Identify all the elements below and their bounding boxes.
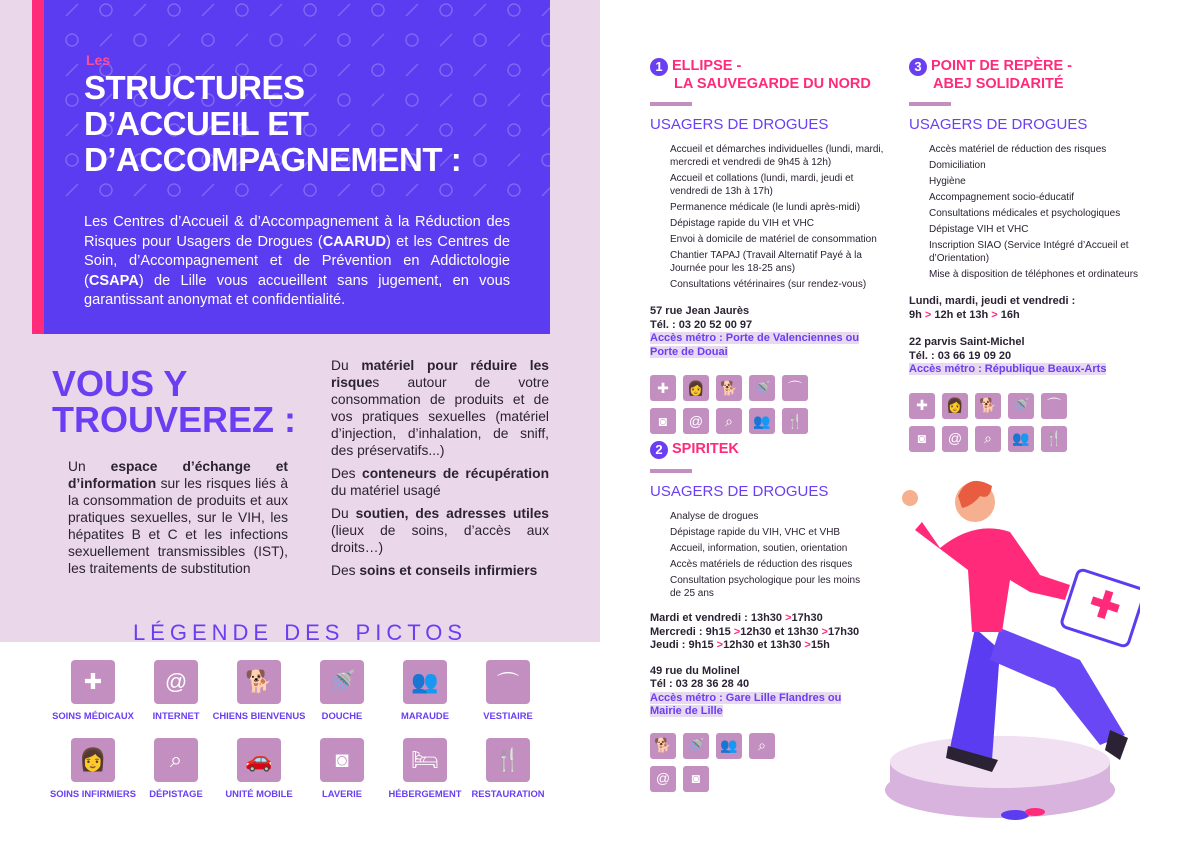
cross-icon: ✚ — [650, 375, 676, 401]
service-item: Accueil et collations (lundi, mardi, jeudi et vendredi de 13h à 17h) — [670, 173, 854, 197]
opening-hours: Lundi, mardi, jeudi et vendredi : 9h > 12h et 13h > 16h — [909, 295, 1076, 321]
nurse-icon: 👩 — [683, 375, 709, 401]
phone: Tél. : 03 66 19 09 20 — [909, 349, 1012, 362]
at-icon: @ — [942, 426, 968, 452]
legend-label: LAVERIE — [322, 788, 362, 799]
shower-icon: 🚿 — [320, 660, 364, 704]
legend-item — [129, 660, 223, 721]
hours-line: Mercredi : 9h15 >12h30 et 13h30 >17h30 — [650, 625, 860, 638]
icon-row — [909, 426, 1159, 452]
legend-label: INTERNET — [152, 710, 200, 721]
service-item: Dépistage rapide du VIH et VHC — [670, 218, 814, 229]
title-line: D’ACCOMPAGNEMENT : — [84, 141, 462, 178]
washing-machine-icon: ◙ — [683, 766, 709, 792]
title-line: D’ACCUEIL ET — [84, 105, 309, 142]
group-icon: 👥 — [403, 660, 447, 704]
washing-machine-icon: ◙ — [650, 408, 676, 434]
offer-item: Des soins et conseils infirmiers — [331, 563, 538, 578]
shower-icon: 🚿 — [683, 733, 709, 759]
audience-label: USAGERS DE DROGUES — [650, 116, 829, 133]
icon-row — [909, 393, 1159, 419]
service-item: Accueil, information, soutien, orientation — [670, 543, 848, 554]
icon-row — [650, 766, 900, 792]
service-item: Domiciliation — [929, 160, 986, 171]
legend-item — [129, 738, 223, 799]
metro-access: Accès métro : République Beaux-Arts — [909, 363, 1107, 375]
service-item: Chantier TAPAJ (Travail Alternatif Payé à la Journée pour les 18-25 ans) — [670, 250, 862, 274]
legend-item — [378, 738, 472, 799]
legend-label: DÉPISTAGE — [149, 788, 203, 799]
cross-icon: ✚ — [909, 393, 935, 419]
offer-item: Du matériel pour réduire les risques autour de votre consommation de produits et de vos pratiques sexuelles (matériel d’injection, d’inhalation, de sniff, des préservatifs...) — [331, 358, 549, 458]
person-illustration — [880, 460, 1140, 830]
metro-access: Accès métro : Porte de Valenciennes ou — [650, 332, 860, 344]
legend-label: RESTAURATION — [471, 788, 545, 799]
legend-item — [461, 660, 555, 721]
section-heading: VOUS Y TROUVEREZ : — [52, 363, 297, 440]
legend-label: SOINS INFIRMIERS — [50, 788, 136, 799]
audience-label: USAGERS DE DROGUES — [909, 116, 1088, 133]
phone: Tél. : 03 20 52 00 97 — [650, 318, 753, 331]
intro-text: Les Centres d’Accueil & d’Accompagnement à la Réduction des Risques pour Usagers de Drogues (CAARUD) et les Centres de Soin, d’Accompagnement et de Prévention en Addictologie (CSAPA) de Lille vous accueillent sans jugement, en vous garantissant anonymat et confidentialité. — [84, 214, 510, 308]
hanger-icon: ⌒ — [1041, 393, 1067, 419]
hanger-icon: ⌒ — [486, 660, 530, 704]
service-item: Mise à disposition de téléphones et ordinateurs — [929, 269, 1139, 280]
legend-item — [46, 660, 140, 721]
cutlery-icon: 🍴 — [1041, 426, 1067, 452]
accent-bar — [32, 0, 44, 334]
opening-hours — [650, 612, 900, 653]
pretitle: Les — [86, 52, 111, 68]
bed-icon: 🛏 — [403, 738, 447, 782]
legend-item — [295, 660, 389, 721]
legend-item — [212, 738, 306, 799]
at-icon: @ — [154, 660, 198, 704]
offer-item: Des conteneurs de récupération du matériel usagé — [331, 466, 549, 498]
legend-label: SOINS MÉDICAUX — [52, 710, 134, 721]
icon-row — [650, 733, 900, 759]
nurse-icon: 👩 — [71, 738, 115, 782]
legend-label: DOUCHE — [321, 710, 363, 721]
group-icon: 👥 — [1008, 426, 1034, 452]
audience-label: USAGERS DE DROGUES — [650, 483, 829, 500]
service-item: Hygiène — [929, 176, 966, 187]
offer-list — [331, 357, 549, 585]
legend-label: HÉBERGEMENT — [388, 788, 462, 799]
dog-icon: 🐕 — [237, 660, 281, 704]
cutlery-icon: 🍴 — [486, 738, 530, 782]
nurse-icon: 👩 — [942, 393, 968, 419]
structure-ellipse: 1 ELLIPSE - LA SAUVEGARDE DU NORD USAGERS DE DROGUES Accueil et démarches individuelles (lundi, mardi, mercredi et vendredi de 9h45 à 12h) Accueil et collations (lundi, mardi, jeudi et vendredi de 13h à 17h) Permanence médicale (le lundi après-midi) Dépistage rapide du VIH et VHC Envoi à domicile de matériel de consommation Chantier TAPAJ (Travail Alternatif Payé à la Journée pour les 18-25 ans) Consultations vétérinaires (sur rendez-vous) 57 rue Jean Jaurès Tél. : 03 20 52 00 97 Accès métro : Porte de Valenciennes ou Porte de Douai ✚ 👩 🐕 🚿 ⌒ ◙ @ ⌕ 👥 🍴 — [650, 58, 890, 434]
at-icon: @ — [683, 408, 709, 434]
hours-line: Jeudi : 9h15 >12h30 et 13h30 >15h — [650, 639, 830, 651]
structure-point-de-repere: 3 POINT DE REPÈRE - ABEJ SOLIDARITÉ USAGERS DE DROGUES Accès matériel de réduction des risques Domiciliation Hygiène Accompagnement socio-éducatif Consultations médicales et psychologiques Dépistage VIH et VHC Inscription SIAO (Service Intégré d’Accueil et d’Orientation) Mise à disposition de téléphones et ordinateurs Lundi, mardi, jeudi et vendredi : 9h > 12h et 13h > 16h 22 parvis Saint-Michel Tél. : 03 66 19 09 20 Accès métro : République Beaux-Arts ✚ 👩 🐕 🚿 ⌒ ◙ @ ⌕ 👥 🍴 — [909, 58, 1159, 452]
offer-item: Du soutien, des adresses utiles (lieux de soins, d’accès aux droits…) — [331, 506, 549, 555]
dog-icon: 🐕 — [975, 393, 1001, 419]
service-item: Inscription SIAO (Service Intégré d’Accueil et d’Orientation) — [929, 240, 1129, 264]
service-icons — [909, 393, 1159, 452]
legend-label: CHIENS BIENVENUS — [212, 710, 306, 721]
legend-item — [378, 660, 472, 721]
legend-label: VESTIAIRE — [483, 710, 533, 721]
magnifier-icon: ⌕ — [749, 733, 775, 759]
phone: Tél : 03 28 36 28 40 — [650, 678, 750, 690]
title-line: STRUCTURES — [84, 69, 305, 106]
page-title — [84, 70, 544, 178]
address: 22 parvis Saint-Michel — [909, 336, 1025, 348]
group-icon: 👥 — [749, 408, 775, 434]
cutlery-icon: 🍴 — [782, 408, 808, 434]
magnifier-icon: ⌕ — [154, 738, 198, 782]
at-icon: @ — [650, 766, 676, 792]
service-item: Analyse de drogues — [670, 511, 759, 522]
service-item: Dépistage rapide du VIH, VHC et VHB — [670, 527, 841, 538]
legend-item — [46, 738, 140, 799]
address: 49 rue du Molinel — [650, 664, 740, 677]
service-icons — [650, 375, 890, 434]
service-item: Accueil et démarches individuelles (lundi, mardi, mercredi et vendredi de 9h45 à 12h) — [670, 144, 884, 168]
hanger-icon: ⌒ — [782, 375, 808, 401]
service-icons — [650, 733, 900, 792]
shower-icon: 🚿 — [749, 375, 775, 401]
magnifier-icon: ⌕ — [975, 426, 1001, 452]
legend-label: UNITÉ MOBILE — [225, 788, 293, 799]
legend-label: MARAUDE — [401, 710, 449, 721]
address: 57 rue Jean Jaurès — [650, 305, 750, 317]
service-item: Dépistage VIH et VHC — [929, 224, 1029, 235]
service-list — [670, 510, 870, 600]
legend-item — [212, 660, 306, 721]
icon-row — [650, 408, 890, 434]
service-item: Consultations vétérinaires (sur rendez-vous) — [670, 279, 867, 290]
shower-icon: 🚿 — [1008, 393, 1034, 419]
metro-access: Accès métro : Gare Lille Flandres ou — [650, 691, 842, 704]
legend-title: LÉGENDE DES PICTOS — [132, 620, 468, 645]
service-item: Envoi à domicile de matériel de consommation — [670, 234, 877, 245]
legend-item — [295, 738, 389, 799]
structure-spiritek: 2 SPIRITEK USAGERS DE DROGUES Analyse de drogues Dépistage rapide du VIH, VHC et VHB Accueil, information, soutien, orientation Accès matériels de réduction des risques Consultation psychologique pour les moins de 25 ans Mardi et vendredi : 13h30 >17h30 Mercredi : 9h15 >12h30 et 13h30 >17h30 Jeudi : 9h15 >12h30 et 13h30 >15h 49 rue du Molinel Tél : 03 28 36 28 40 Accès métro : Gare Lille Flandres ou Mairie de Lille 🐕 🚿 👥 ⌕ @ ◙ — [650, 441, 900, 792]
group-icon: 👥 — [716, 733, 742, 759]
icon-row — [650, 375, 890, 401]
service-item: Accès matériel de réduction des risques — [929, 144, 1107, 155]
legend-item — [461, 738, 555, 799]
hours-line: Mardi et vendredi : 13h30 >17h30 — [650, 612, 823, 624]
magnifier-icon: ⌕ — [716, 408, 742, 434]
dog-icon: 🐕 — [716, 375, 742, 401]
car-icon: 🚗 — [237, 738, 281, 782]
service-list — [670, 143, 888, 291]
structure-name: ELLIPSE - — [672, 58, 742, 74]
service-item: Consultations médicales et psychologiques — [929, 208, 1121, 219]
structure-name: POINT DE REPÈRE - — [931, 58, 1072, 74]
service-item: Accompagnement socio-éducatif — [929, 192, 1075, 203]
service-item: Accès matériels de réduction des risques — [670, 559, 853, 570]
cross-icon: ✚ — [71, 660, 115, 704]
service-list — [929, 143, 1157, 281]
structure-name: SPIRITEK — [672, 441, 739, 457]
service-item: Permanence médicale (le lundi après-midi) — [670, 202, 861, 213]
offer-text-1: Un espace d’échange et d’information sur les risques liés à la consommation de produits et aux pratiques sexuelles, sur le VIH, les hépatites B et C et les infections sexuellement transmissibles (IST), les traitements de substitution — [68, 459, 288, 576]
washing-machine-icon: ◙ — [909, 426, 935, 452]
washing-machine-icon: ◙ — [320, 738, 364, 782]
service-item: Consultation psychologique pour les moins de 25 ans — [670, 575, 861, 599]
dog-icon: 🐕 — [650, 733, 676, 759]
